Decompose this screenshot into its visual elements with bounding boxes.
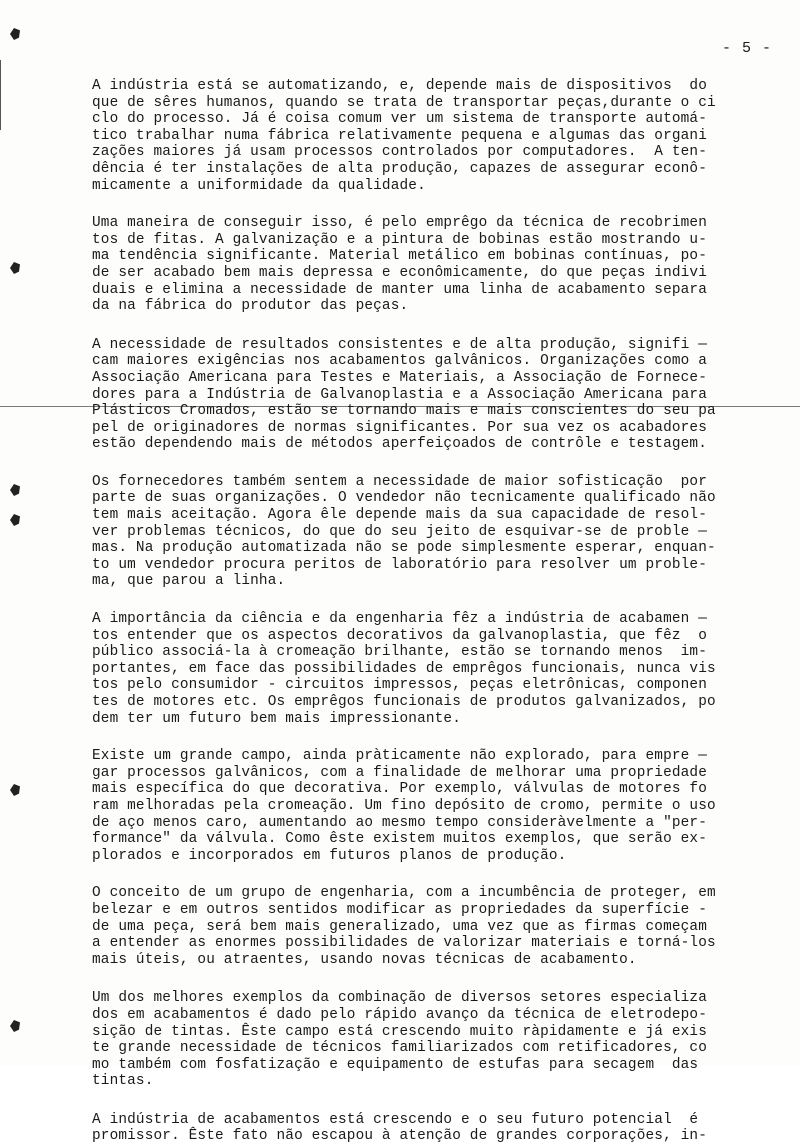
punch-hole-mark bbox=[10, 262, 20, 274]
paragraph: Uma maneira de conseguir isso, é pelo emprêgo da técnica de recobrimen tos de fitas. A galvanização e a pintura de bobinas estão mostrando u- ma tendência significante. Material metálico em bobinas contínuas, po- de ser acabado bem mais depressa e econômicamente, do que peças indivi duais e elimina a necessidade de manter uma linha de acabamento separa da na fábrica do produtor das peças. bbox=[92, 215, 708, 315]
paragraph: Existe um grande campo, ainda pràticamente não explorado, para empre — gar processos galvânicos, com a finalidade de melhorar uma propriedade mais específica do que decorativa. Por exemplo, válvulas de motores fo ram melhoradas pela cromeação. Um fino depósito de cromo, permite o uso de aço menos caro, aumentando ao mesmo tempo consideràvelmente a "per- formance" da válvula. Como êste existem muitos exemplos, que serão ex- plorados e incorporados em futuros planos de produção. bbox=[92, 748, 716, 864]
body-text bbox=[92, 78, 784, 1145]
punch-hole-mark bbox=[10, 28, 20, 40]
paragraph: A importância da ciência e da engenharia fêz a indústria de acabamen — tos entender que os aspectos decorativos da galvanoplastia, que fêz o público associá-la à cromeação brilhante, estão se tornando menos im- portantes, em face das possibilidades de emprêgos funcionais, nunca vis tos pelo consumidor - circuitos impressos, peças eletrônicas, componen tes de motores etc. Os emprêgos funcionais de produtos galvanizados, po dem ter um futuro bem mais impressionante. bbox=[92, 611, 716, 727]
page-number: - 5 - bbox=[721, 40, 772, 57]
paragraph: A necessidade de resultados consistentes e de alta produção, signifi — cam maiores exigências nos acabamentos galvânicos. Organizações como a Associação Americana para Testes e Materiais, a Associação de Fornece- dores para a Indústria de Galvanoplastia e a Associação Americana para Plásticos Cromados, estão se tornando mais e mais conscientes do seu pa pel de originadores de normas significantes. Por sua vez os acabadores estão dependendo mais de métodos aperfeiçoados de contrôle e testagem. bbox=[92, 336, 716, 453]
punch-hole-mark bbox=[10, 514, 20, 526]
paragraph: A indústria de acabamentos está crescendo e o seu futuro potencial é promissor. Êste fato não escapou à atenção de grandes corporações, in- bbox=[92, 1111, 708, 1145]
left-edge-mark bbox=[0, 60, 4, 130]
punch-hole-mark bbox=[10, 1020, 20, 1032]
paragraph: O conceito de um grupo de engenharia, com a incumbência de proteger, em belezar e em outros sentidos modificar as propriedades da superfície - de uma peça, será bem mais generalizado, uma vez que as firmas começam a entender as enormes possibilidades de valorizar materiais e torná-los mais úteis, ou atraentes, usando novas técnicas de acabamento. bbox=[92, 885, 716, 968]
paragraph: Os fornecedores também sentem a necessidade de maior sofisticação por parte de suas organizações. O vendedor não tecnicamente qualificado não tem mais aceitação. Agora êle depende mais da sua capacidade de resol- ver problemas técnicos, do que do seu jeito de esquivar-se de proble — mas. Na produção automatizada não se pode simplesmente esperar, enquan- to um vendedor procura peritos de laboratório para resolver um proble- ma, que parou a linha. bbox=[92, 473, 716, 590]
paragraph: A indústria está se automatizando, e, depende mais de dispositivos do que de sêres humanos, quando se trata de transportar peças,durante o ci clo do processo. Já é coisa comum ver um sistema de transporte automá- tico trabalhar numa fábrica relativamente pequena e algumas das organi zações maiores já usam processos controlados por computadores. A ten- dência é ter instalações de alta produção, capazes de assegurar econô- micamente a uniformidade da qualidade. bbox=[92, 78, 716, 194]
punch-hole-mark bbox=[10, 484, 20, 496]
paragraph: Um dos melhores exemplos da combinação de diversos setores especializa dos em acabamentos é dado pelo rápido avanço da técnica de eletrodepo- sição de tintas. Êste campo está crescendo muito ràpidamente e já exis te grande necessidade de técnicos familiarizados com retificadores, co mo também com fosfatização e equipamento de estufas para secagem das tintas. bbox=[92, 990, 708, 1090]
punch-hole-mark bbox=[10, 784, 20, 796]
